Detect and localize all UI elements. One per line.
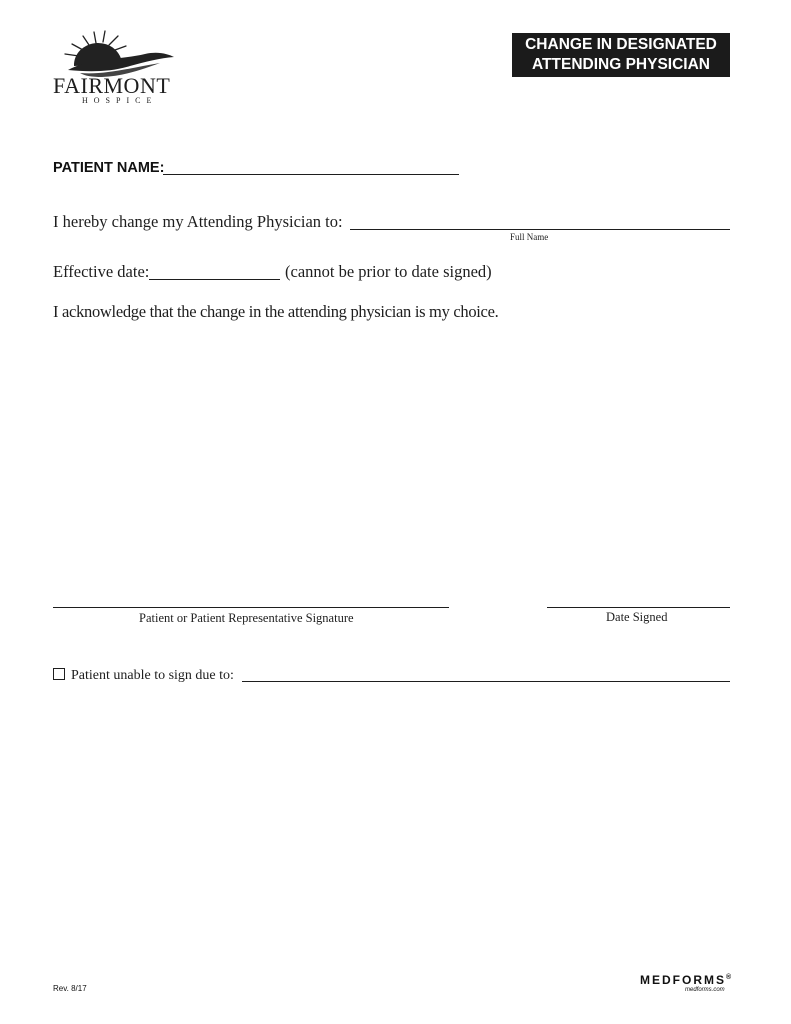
medforms-brand-text: MEDFORMS (640, 973, 726, 987)
effective-date-note: (cannot be prior to date signed) (285, 262, 492, 281)
medforms-url: medforms.com (685, 987, 725, 993)
form-title-line1: CHANGE IN DESIGNATED (525, 36, 717, 53)
unable-to-sign-checkbox[interactable] (53, 668, 65, 680)
date-signed-label: Date Signed (606, 610, 668, 624)
signature-label: Patient or Patient Representative Signature (139, 611, 354, 625)
logo-wordmark: FAIRMONT (53, 73, 171, 98)
unable-to-sign-row (53, 668, 234, 684)
unable-to-sign-label: Patient unable to sign due to: (71, 668, 234, 683)
patient-name-field[interactable] (163, 174, 459, 175)
medforms-brand (640, 973, 731, 987)
form-title (512, 33, 730, 77)
logo-subtitle: HOSPICE (82, 96, 158, 105)
revision-label: Rev. 8/17 (53, 984, 87, 993)
signature-field[interactable] (53, 607, 449, 608)
effective-date-label: Effective date: (53, 262, 150, 281)
form-title-line2: ATTENDING PHYSICIAN (532, 56, 710, 73)
date-signed-field[interactable] (547, 607, 730, 608)
patient-name-label: PATIENT NAME: (53, 160, 165, 176)
full-name-hint: Full Name (510, 232, 549, 242)
attending-physician-label: I hereby change my Attending Physician to: (53, 212, 343, 231)
attending-physician-field[interactable] (350, 229, 730, 230)
unable-to-sign-reason-field[interactable] (242, 681, 730, 682)
acknowledgement-text: I acknowledge that the change in the attending physician is my choice. (53, 302, 499, 321)
medforms-reg-mark: ® (726, 974, 732, 981)
effective-date-field[interactable] (149, 279, 280, 280)
